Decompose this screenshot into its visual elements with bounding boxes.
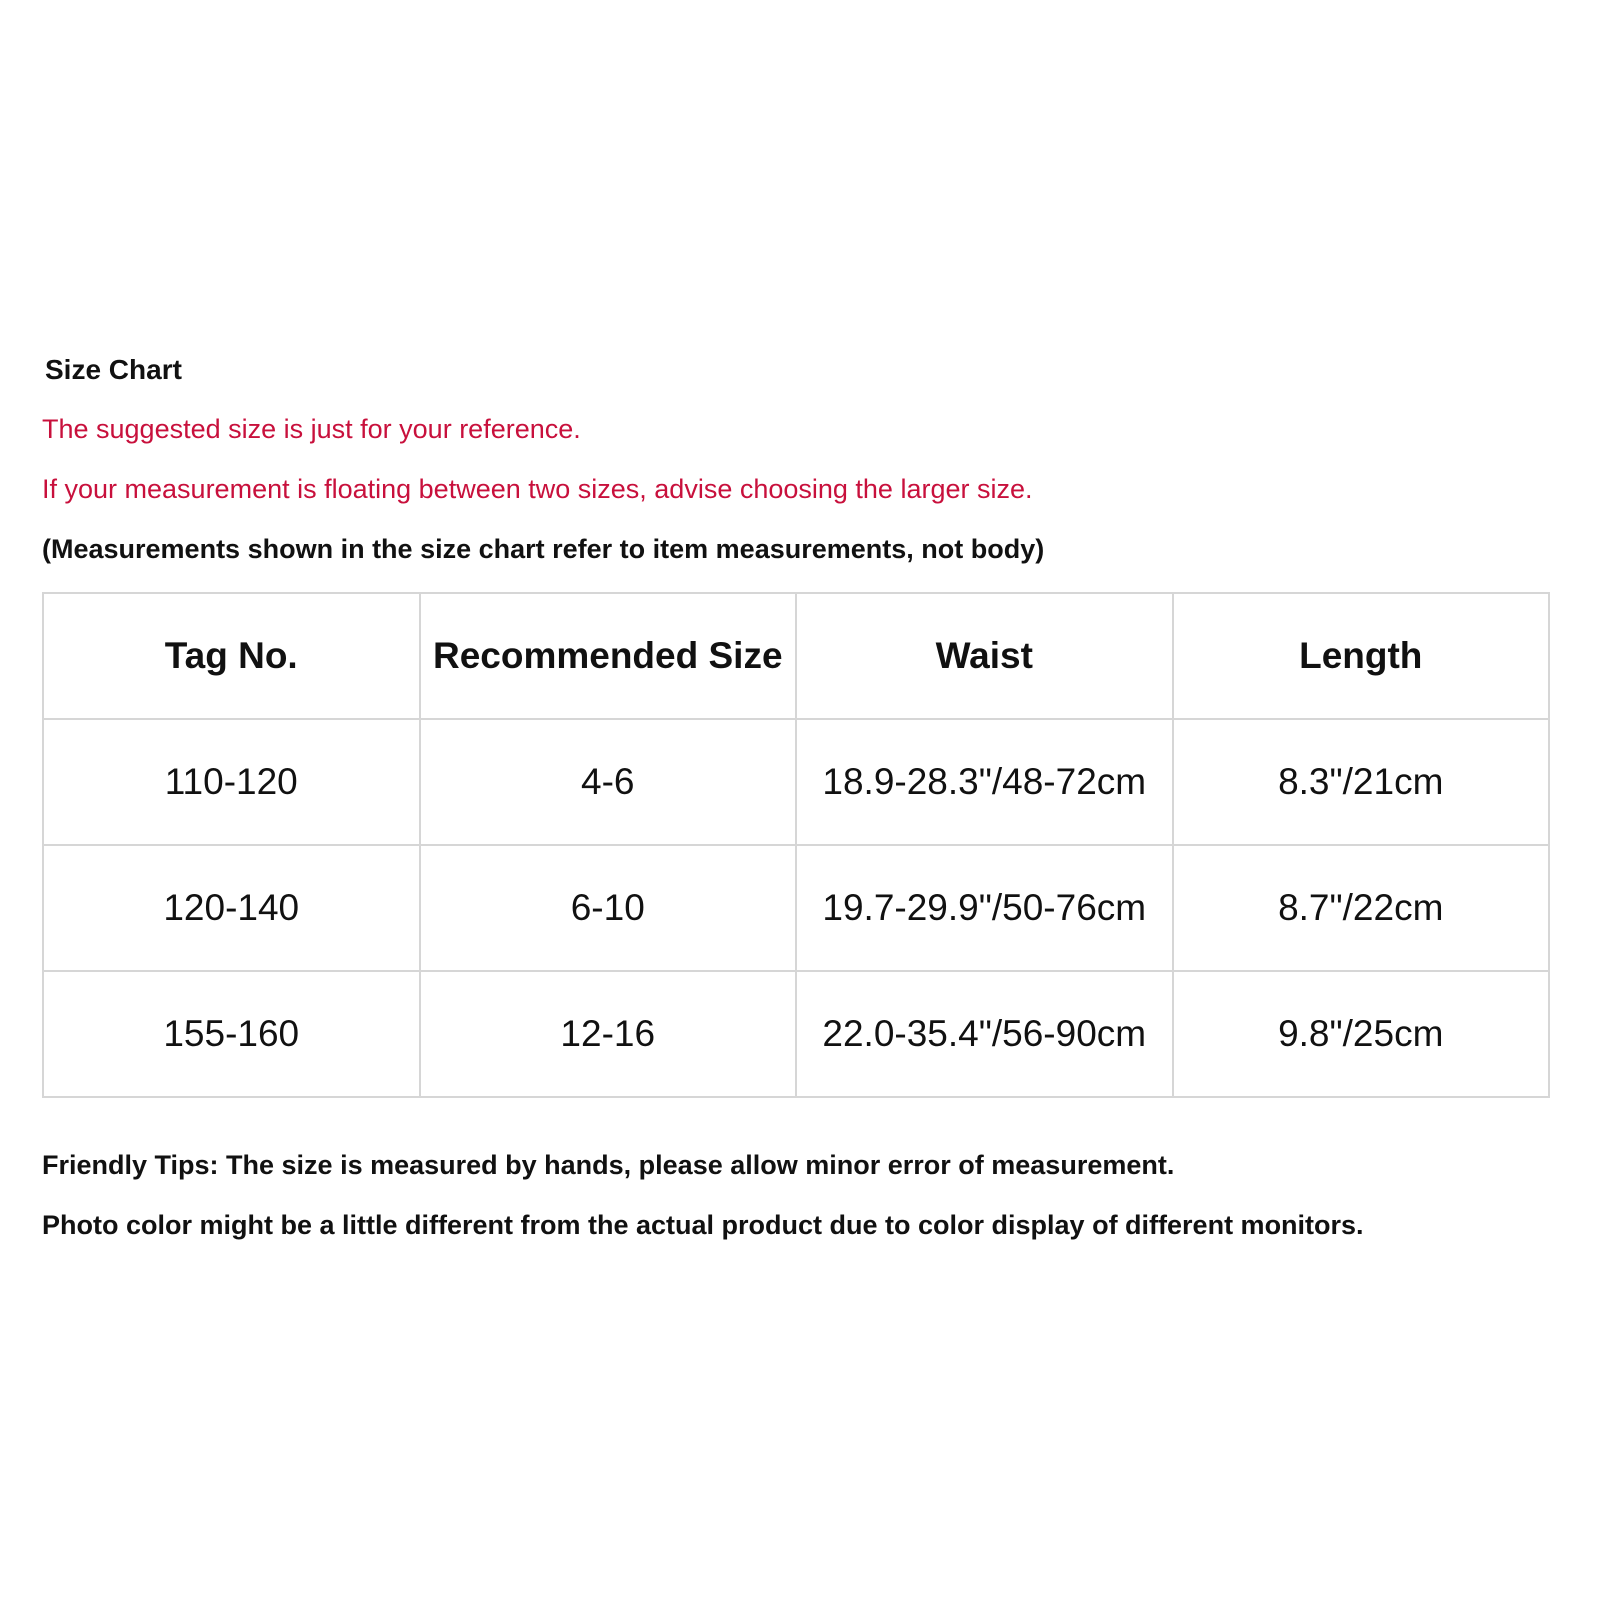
- cell-length: 8.3"/21cm: [1173, 719, 1550, 845]
- header-waist: Waist: [796, 593, 1173, 719]
- cell-tag-no: 155-160: [43, 971, 420, 1097]
- cell-waist: 19.7-29.9"/50-76cm: [796, 845, 1173, 971]
- cell-waist: 18.9-28.3"/48-72cm: [796, 719, 1173, 845]
- friendly-tip: Friendly Tips: The size is measured by hands, please allow minor error of measurement.: [42, 1150, 1175, 1180]
- cell-tag-no: 110-120: [43, 719, 420, 845]
- cell-recommended-size: 6-10: [420, 845, 797, 971]
- cell-waist: 22.0-35.4"/56-90cm: [796, 971, 1173, 1097]
- cell-recommended-size: 4-6: [420, 719, 797, 845]
- page-title: Size Chart: [45, 354, 182, 385]
- table-row: [43, 719, 1549, 845]
- cell-recommended-size: 12-16: [420, 971, 797, 1097]
- table-header-row: [43, 593, 1549, 719]
- header-length: Length: [1173, 593, 1550, 719]
- measurement-note: (Measurements shown in the size chart refer to item measurements, not body): [42, 534, 1045, 564]
- color-disclaimer: Photo color might be a little different from the actual product due to color display of different monitors.: [42, 1210, 1364, 1240]
- cell-tag-no: 120-140: [43, 845, 420, 971]
- header-recommended-size: Recommended Size: [420, 593, 797, 719]
- reference-note: The suggested size is just for your reference.: [42, 414, 581, 444]
- cell-length: 9.8"/25cm: [1173, 971, 1550, 1097]
- size-table: [42, 592, 1550, 1098]
- header-tag-no: Tag No.: [43, 593, 420, 719]
- table-row: [43, 845, 1549, 971]
- sizing-advice-note: If your measurement is floating between two sizes, advise choosing the larger size.: [42, 474, 1033, 504]
- table-row: [43, 971, 1549, 1097]
- cell-length: 8.7"/22cm: [1173, 845, 1550, 971]
